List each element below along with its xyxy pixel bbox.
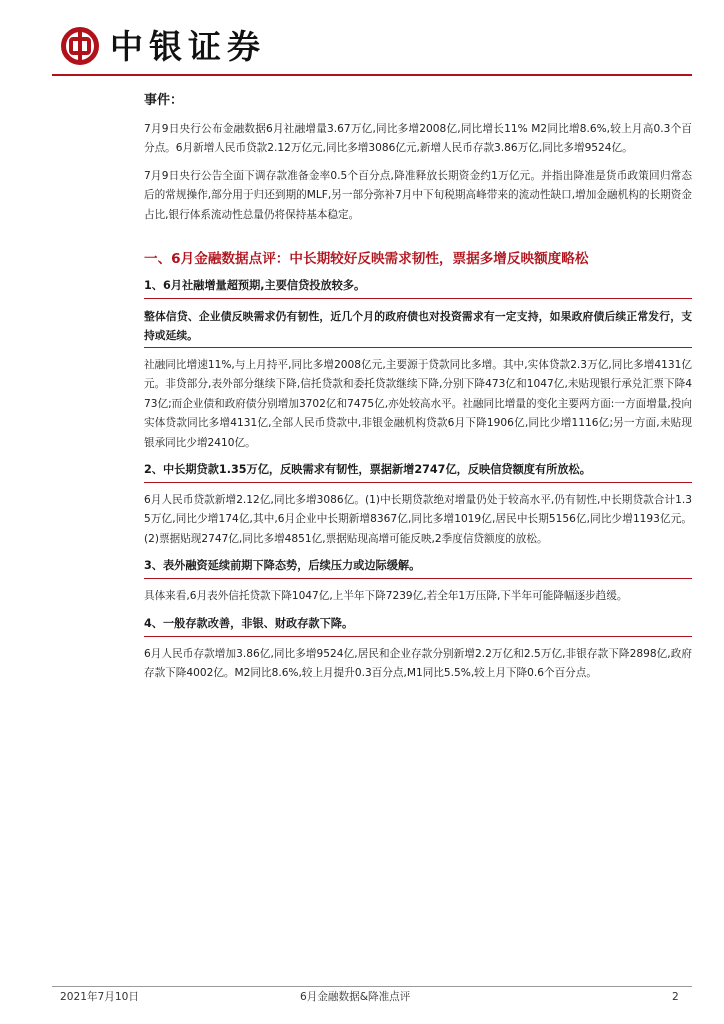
- footer-date: 2021年7月10日: [60, 991, 139, 1003]
- footer-report-title: 6月金融数据&降准点评: [300, 991, 411, 1003]
- section-title: 一、6月金融数据点评：中长期较好反映需求韧性，票据多增反映额度略松: [144, 251, 589, 268]
- page-header: [52, 24, 692, 74]
- body-paragraph: 6月人民币贷款新增2.12亿,同比多增3086亿。(1)中长期贷款绝对增量仍处于较高水平,仍有韧性,中长期贷款合计1.35万亿,同比少增174亿,其中,6月企业中长期新增8367亿,同比多增1019亿,居民中长期5156亿,同比少增1193亿元。(2)票据贴现2747亿,同比多增4851亿,票据贴现高增可能反映,2季度信贷额度的放松。: [144, 494, 692, 545]
- header-divider: [52, 74, 692, 76]
- subsection-title: 3、表外融资延续前期下降态势，后续压力或边际缓解。: [144, 557, 692, 579]
- brand-name: 中银证券: [110, 27, 266, 66]
- bank-of-china-logo-icon: [60, 26, 100, 66]
- report-body: [144, 92, 692, 692]
- page-number: 2: [672, 991, 679, 1003]
- footer-divider: [52, 986, 692, 987]
- subsection-title: 1、6月社融增量超预期,主要信贷投放较多。: [144, 277, 692, 299]
- body-paragraph: 具体来看,6月表外信托贷款下降1047亿,上半年下降7239亿,若全年1万压降,下半年可能降幅逐步趋缓。: [144, 590, 628, 603]
- body-paragraph: 6月人民币存款增加3.86亿,同比多增9524亿,居民和企业存款分别新增2.2万亿和2.5万亿,非银存款下降2898亿,政府存款下降4002亿。M2同比8.6%,较上月提升0.3百分点,M1同比5.5%,较上月下降0.6个百分点。: [144, 647, 692, 680]
- subsection-title: 2、中长期贷款1.35万亿，反映需求有韧性，票据新增2747亿，反映信贷额度有所放松。: [144, 461, 692, 483]
- emphasis-text: 整体信贷、企业债反映需求仍有韧性，近几个月的政府债也对投资需求有一定支持，如果政府债后续正常发行，支持或延续。: [144, 307, 692, 348]
- event-paragraph: 7月9日央行公告全面下调存款准备金率0.5个百分点,降准释放长期资金约1万亿元。并指出降准是货币政策回归常态后的常规操作,部分用于归还到期的MLF,另一部分弥补7月中下旬税期高峰带来的流动性缺口,增加金融机构的长期资金占比,银行体系流动性总量仍将保持基本稳定。: [144, 169, 692, 221]
- event-paragraph: 7月9日央行公布金融数据6月社融增量3.67万亿,同比多增2008亿,同比增长11% M2同比增8.6%,较上月高0.3个百分点。6月新增人民币贷款2.12万亿元,同比多增3086亿元,新增人民币存款3.86万亿,同比多增9524亿。: [144, 123, 692, 155]
- subsection-title: 4、一般存款改善，非银、财政存款下降。: [144, 615, 692, 637]
- event-heading: 事件：: [144, 93, 184, 108]
- body-paragraph: 社融同比增速11%,与上月持平,同比多增2008亿元,主要源于贷款同比多增。其中,实体贷款2.3万亿,同比多增4131亿元。非贷部分,表外部分继续下降,信托贷款和委托贷款继续下降,分别下降473亿和1047亿,未贴现银行承兑汇票下降473亿;而企业债和政府债分别增加3702亿和7475亿,亦处较高水平。社融同比增量的变化主要两方面:一方面增量,投向实体贷款同比多增4131亿,全部人民币贷款中,非银金融机构贷款6月下降1906亿,同比少增1116亿;另一方面,未贴现银承同比少增2410亿。: [144, 359, 692, 449]
